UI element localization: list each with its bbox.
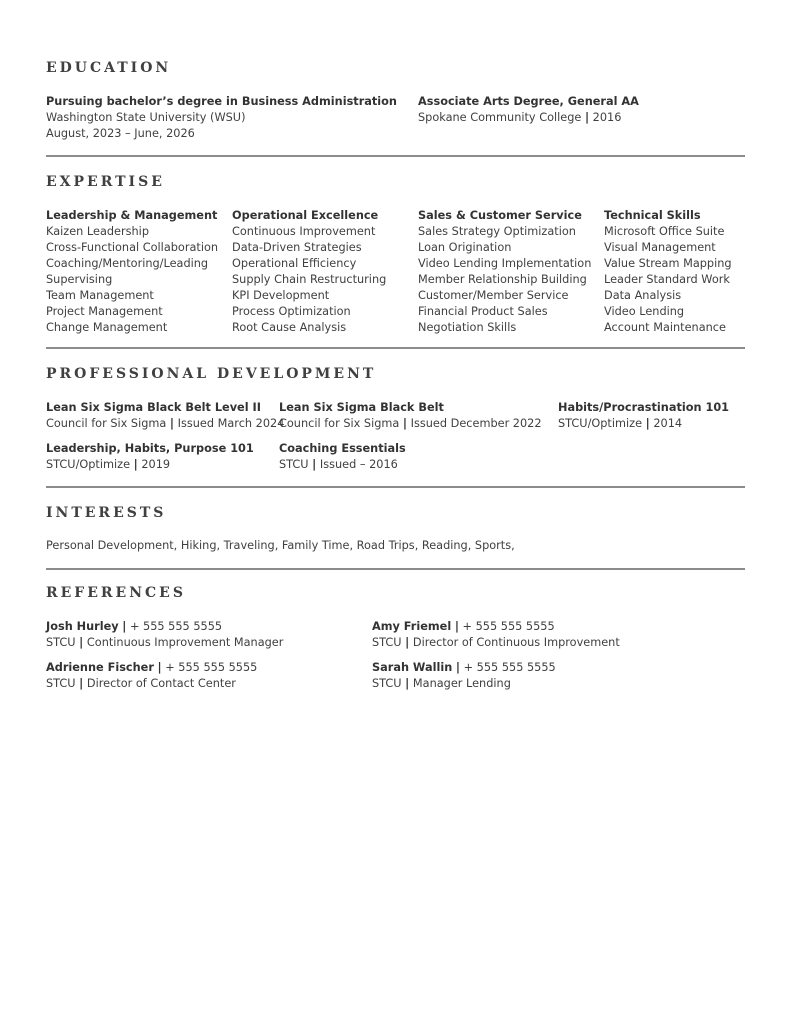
reference-name: Amy Friemel [372, 620, 452, 633]
education-dates: August, 2023 – June, 2026 [46, 127, 195, 140]
development-detail: Issued March 2024 [177, 417, 285, 430]
section-divider [46, 568, 745, 570]
development-meta [46, 416, 284, 432]
interests-text: Personal Development, Hiking, Traveling, Family Time, Road Trips, Reading, Sports, [46, 539, 515, 552]
reference-org: STCU [372, 636, 402, 649]
education-item-scc [418, 94, 639, 126]
expertise-item: Account Maintenance [604, 321, 726, 334]
development-heading: PROFESSIONAL DEVELOPMENT [46, 366, 377, 382]
expertise-item: Value Stream Mapping [604, 257, 732, 270]
separator: | [312, 458, 317, 471]
development-meta [46, 457, 254, 473]
development-detail: 2019 [141, 458, 171, 471]
expertise-item: Video Lending [604, 305, 685, 318]
reference-name-line [46, 660, 257, 676]
expertise-column-title: Operational Excellence [232, 209, 379, 222]
development-meta [279, 457, 406, 473]
development-title: Lean Six Sigma Black Belt [279, 401, 444, 414]
expertise-item: Visual Management [604, 241, 716, 254]
education-school: Spokane Community College [418, 111, 582, 124]
separator: | [122, 620, 127, 633]
reference-phone: + 555 555 5555 [165, 661, 258, 674]
section-divider [46, 155, 745, 157]
expertise-heading: EXPERTISE [46, 174, 165, 190]
reference-org: STCU [46, 636, 76, 649]
separator: | [169, 417, 175, 430]
development-org: STCU/Optimize [46, 458, 131, 471]
separator: | [454, 620, 459, 633]
expertise-item: Microsoft Office Suite [604, 225, 725, 238]
development-org: Council for Six Sigma [279, 417, 400, 430]
education-heading: EDUCATION [46, 60, 172, 76]
expertise-column-technical [604, 208, 732, 336]
expertise-item: Root Cause Analysis [232, 321, 347, 334]
section-divider [46, 347, 745, 349]
expertise-item: Supply Chain Restructuring [232, 273, 387, 286]
expertise-item: KPI Development [232, 289, 330, 302]
expertise-item: Loan Origination [418, 241, 512, 254]
reference-name-line [372, 619, 620, 635]
development-title: Coaching Essentials [279, 442, 406, 455]
development-meta [558, 416, 729, 432]
expertise-item: Member Relationship Building [418, 273, 587, 286]
expertise-item: Video Lending Implementation [418, 257, 592, 270]
development-title: Habits/Procrastination 101 [558, 401, 730, 414]
development-meta [279, 416, 542, 432]
expertise-item: Project Management [46, 305, 163, 318]
expertise-item: Customer/Member Service [418, 289, 569, 302]
expertise-item: Supervising [46, 273, 113, 286]
expertise-item: Negotiation Skills [418, 321, 517, 334]
reference-phone: + 555 555 5555 [463, 661, 556, 674]
separator: | [157, 661, 162, 674]
education-school: Washington State University (WSU) [46, 111, 246, 124]
separator: | [584, 111, 590, 124]
reference-item [46, 619, 283, 651]
expertise-item: Operational Efficiency [232, 257, 357, 270]
development-title: Leadership, Habits, Purpose 101 [46, 442, 254, 455]
reference-org: STCU [46, 677, 76, 690]
interests-heading: INTERESTS [46, 505, 167, 521]
expertise-item: Kaizen Leadership [46, 225, 149, 238]
separator: | [405, 636, 410, 649]
expertise-column-operational [232, 208, 386, 336]
reference-org: STCU [372, 677, 402, 690]
development-item [558, 400, 729, 432]
reference-phone: + 555 555 5555 [129, 620, 223, 633]
separator: | [405, 677, 410, 690]
expertise-column-title: Sales & Customer Service [418, 209, 582, 222]
reference-role-line [46, 635, 283, 651]
separator: | [645, 417, 650, 430]
reference-role: Director of Continuous Improvement [412, 636, 620, 649]
development-org: Council for Six Sigma [46, 417, 167, 430]
expertise-item: Team Management [46, 289, 154, 302]
reference-role: Continuous Improvement Manager [86, 636, 284, 649]
development-item [46, 400, 284, 432]
development-detail: 2014 [653, 417, 683, 430]
separator: | [455, 661, 461, 674]
development-item [46, 441, 254, 473]
development-item [279, 441, 406, 473]
expertise-column-title: Technical Skills [604, 209, 701, 222]
expertise-column-title: Leadership & Management [46, 209, 218, 222]
development-detail: Issued December 2022 [410, 417, 542, 430]
reference-name-line [46, 619, 283, 635]
reference-name: Adrienne Fischer [46, 661, 154, 674]
expertise-item: Data-Driven Strategies [232, 241, 362, 254]
expertise-item: Change Management [46, 321, 168, 334]
separator: | [133, 458, 138, 471]
separator: | [79, 636, 84, 649]
separator: | [402, 417, 408, 430]
expertise-column-sales [418, 208, 591, 336]
expertise-item: Leader Standard Work [604, 273, 730, 286]
reference-name: Sarah Wallin [372, 661, 453, 674]
expertise-item: Continuous Improvement [232, 225, 376, 238]
reference-name: Josh Hurley [46, 620, 119, 633]
expertise-column-leadership [46, 208, 218, 336]
reference-role: Manager Lending [412, 677, 511, 690]
reference-name-line [372, 660, 556, 676]
reference-role-line [372, 676, 556, 692]
expertise-item: Financial Product Sales [418, 305, 548, 318]
reference-role-line [372, 635, 620, 651]
expertise-item: Process Optimization [232, 305, 351, 318]
reference-phone: + 555 555 5555 [462, 620, 555, 633]
education-item-wsu [46, 94, 397, 142]
expertise-item: Data Analysis [604, 289, 682, 302]
expertise-item: Cross-Functional Collaboration [46, 241, 219, 254]
education-title: Associate Arts Degree, General AA [418, 95, 639, 108]
development-item [279, 400, 542, 432]
expertise-item: Coaching/Mentoring/Leading [46, 257, 209, 270]
development-org: STCU/Optimize [558, 417, 643, 430]
expertise-item: Sales Strategy Optimization [418, 225, 576, 238]
reference-role-line [46, 676, 257, 692]
reference-item [372, 660, 556, 692]
development-org: STCU [279, 458, 309, 471]
education-year: 2016 [592, 111, 622, 124]
reference-item [372, 619, 620, 651]
development-detail: Issued – 2016 [319, 458, 398, 471]
education-school-line [418, 110, 639, 126]
education-title: Pursuing bachelor’s degree in Business Administration [46, 95, 397, 108]
reference-role: Director of Contact Center [86, 677, 236, 690]
development-title: Lean Six Sigma Black Belt Level II [46, 401, 261, 414]
reference-item [46, 660, 257, 692]
separator: | [79, 677, 84, 690]
section-divider [46, 486, 745, 488]
references-heading: REFERENCES [46, 585, 186, 601]
